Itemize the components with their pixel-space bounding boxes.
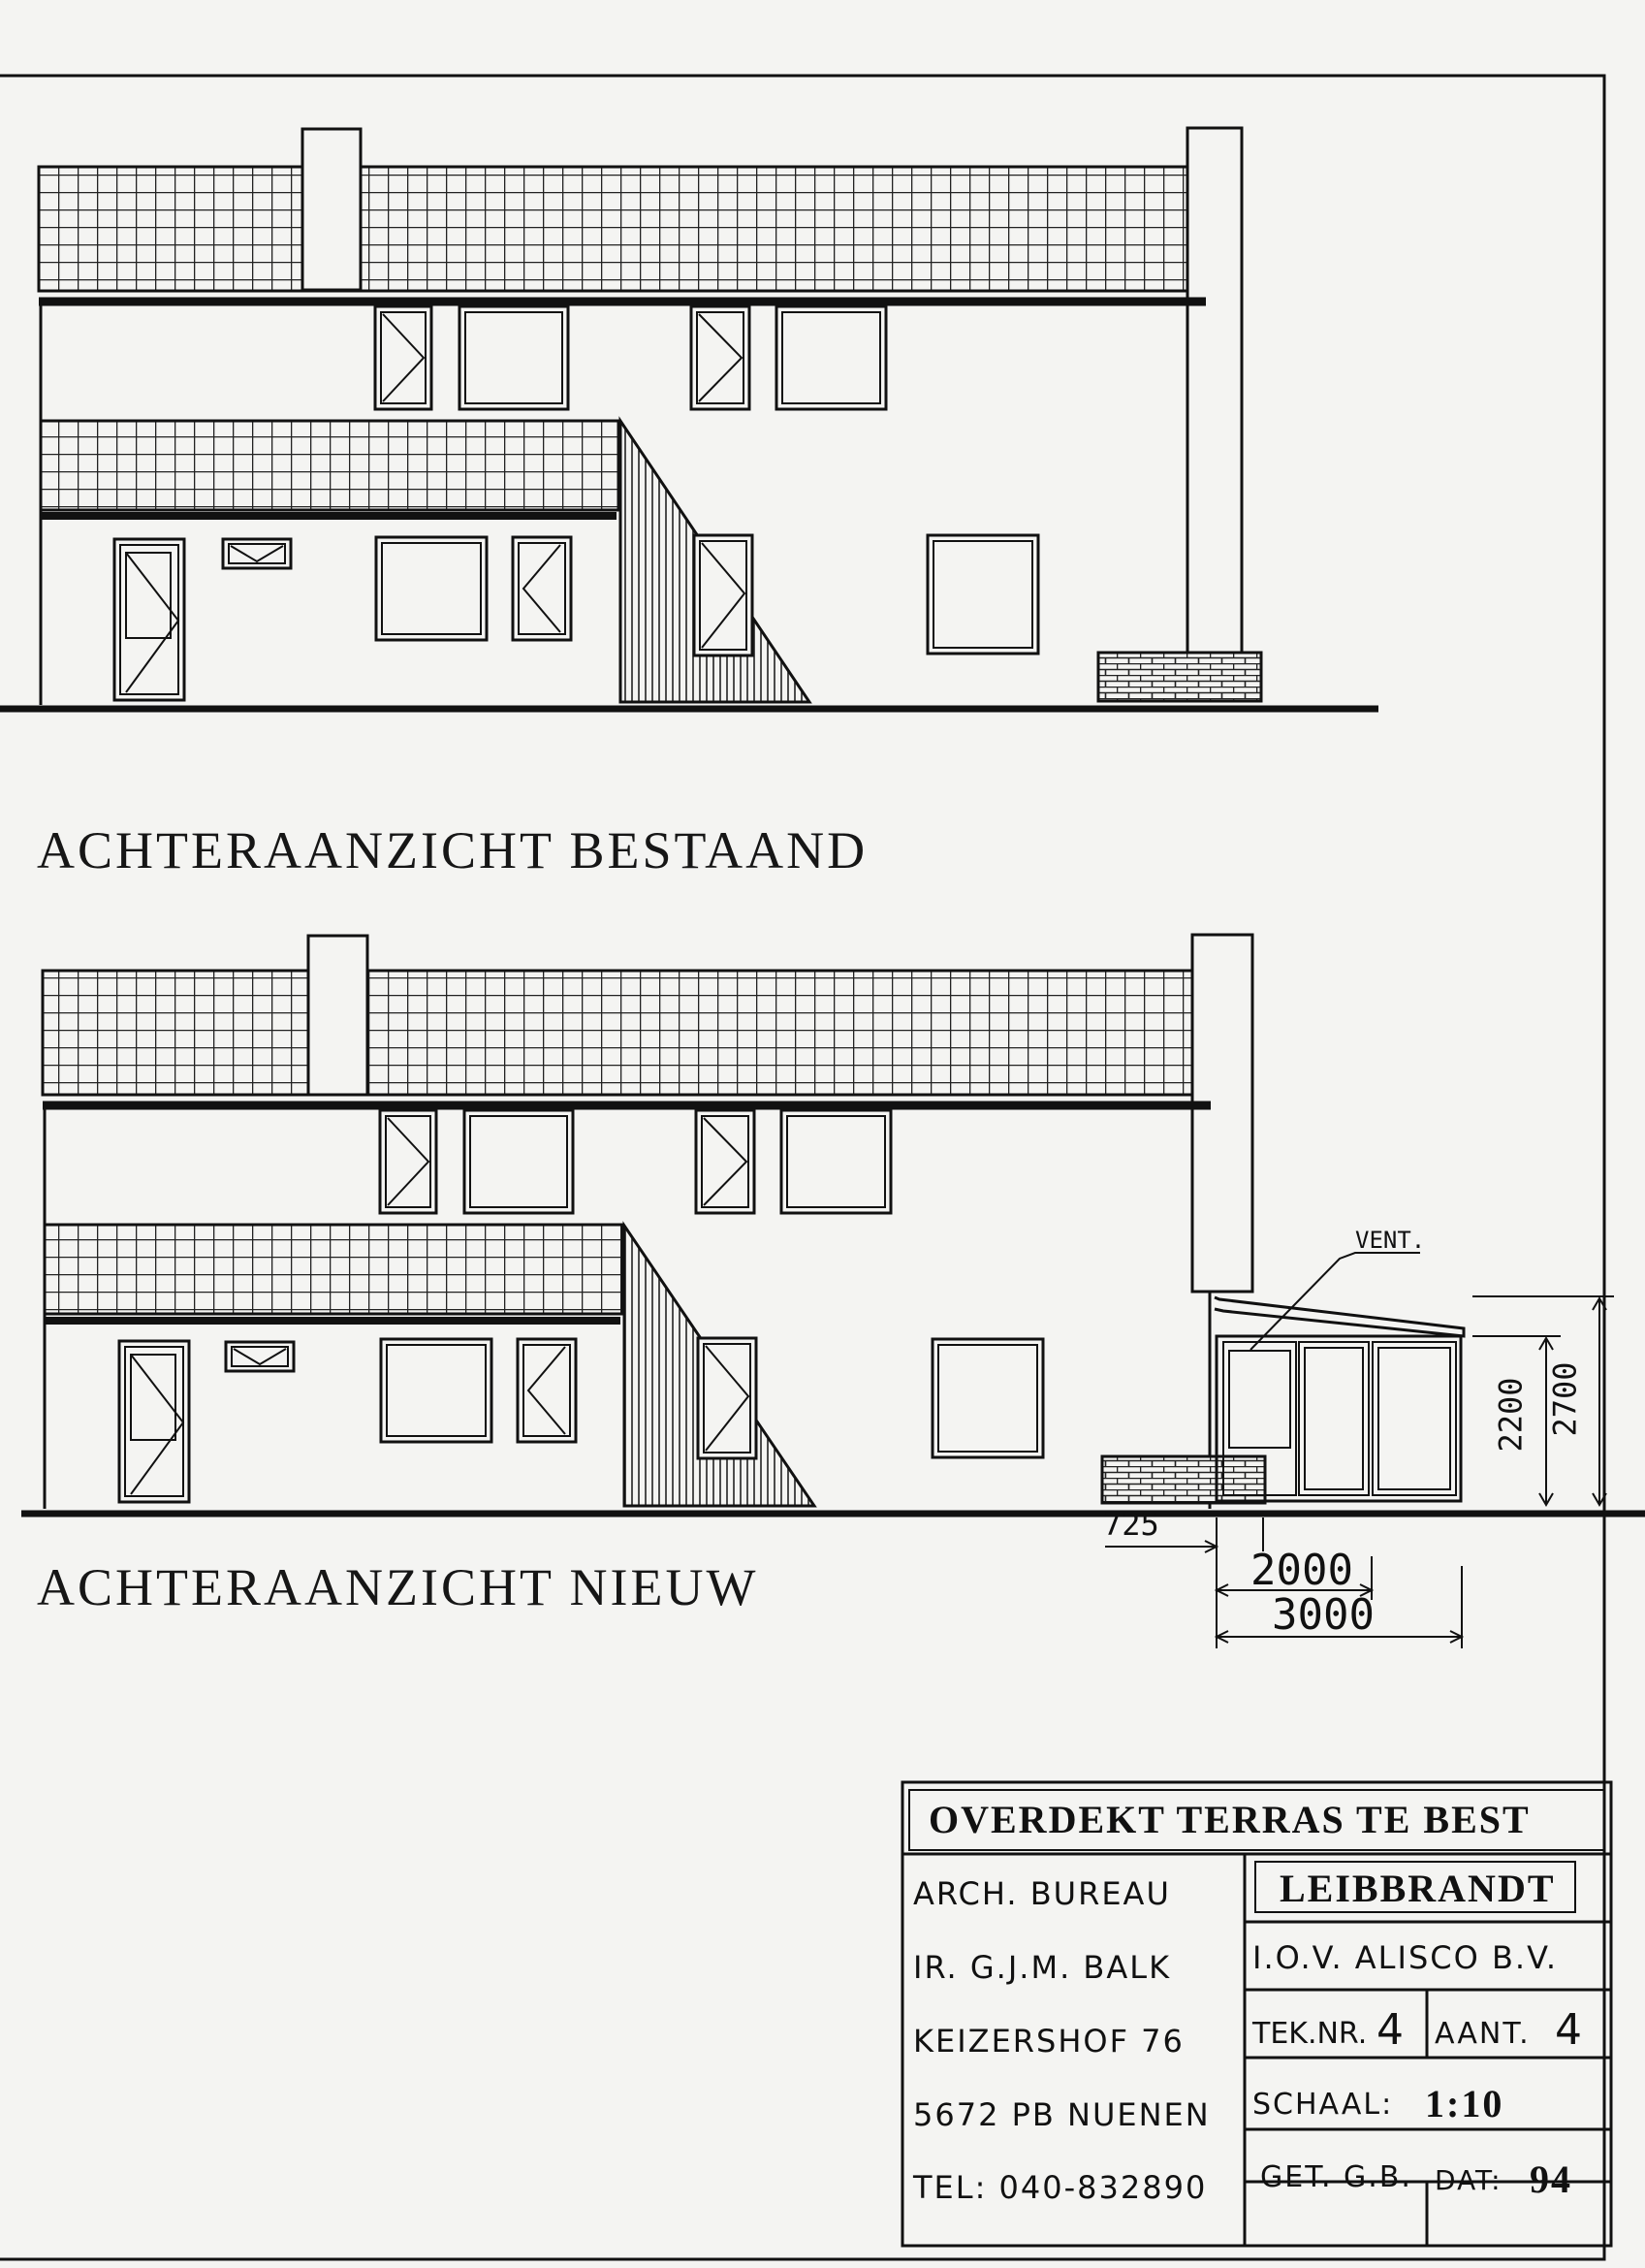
main-roof: [43, 971, 1211, 1095]
count-label: AANT.: [1435, 2017, 1531, 2051]
office-line-2: IR. G.J.M. BALK: [913, 1949, 1172, 1986]
elevation-new: [21, 935, 1645, 1648]
dimension-2000: 2000: [1250, 1546, 1353, 1595]
drawing-no: 4: [1376, 2005, 1406, 2055]
commissioned-by: I.O.V. ALISCO B.V.: [1252, 1939, 1559, 1976]
project-title: OVERDEKT TERRAS TE BEST: [929, 1798, 1531, 1841]
dimension-2700: 2700: [1546, 1361, 1584, 1437]
main-roof: [39, 167, 1204, 291]
client-name: LEIBBRANDT: [1280, 1867, 1556, 1910]
drawing-no-label: TEK.NR.: [1252, 2017, 1368, 2051]
lower-roof: [45, 1225, 622, 1314]
lower-roof: [41, 421, 618, 510]
brick-wall: [1098, 653, 1261, 701]
dimension-2200: 2200: [1492, 1377, 1530, 1453]
office-line-4: 5672 PB NUENEN: [913, 2096, 1211, 2133]
office-line-3: KEIZERSHOF 76: [913, 2023, 1185, 2060]
side-wall-pier: [1187, 128, 1242, 657]
office-line-1: ARCH. BUREAU: [913, 1875, 1171, 1912]
vent-label: VENT.: [1355, 1227, 1426, 1254]
dimension-3000: 3000: [1272, 1590, 1375, 1640]
dimension-725: 725: [1103, 1506, 1159, 1543]
date-label: DAT:: [1435, 2164, 1503, 2196]
chimney: [302, 129, 361, 290]
back-door: [114, 539, 184, 700]
scale-label: SCHAAL:: [1252, 2088, 1394, 2122]
date: 94: [1530, 2157, 1572, 2201]
elevation-existing: [0, 128, 1378, 709]
office-line-5: TEL: 040-832890: [913, 2169, 1208, 2206]
view-title-new: ACHTERAANZICHT NIEUW: [37, 1558, 759, 1616]
count: 4: [1555, 2005, 1584, 2055]
chimney: [308, 936, 367, 1095]
scale: 1:10: [1425, 2082, 1504, 2125]
view-title-existing: ACHTERAANZICHT BESTAAND: [37, 821, 869, 879]
drawn-by: GET. G.B.: [1260, 2160, 1412, 2194]
side-wall-pier: [1192, 935, 1252, 1292]
back-door: [119, 1341, 189, 1502]
